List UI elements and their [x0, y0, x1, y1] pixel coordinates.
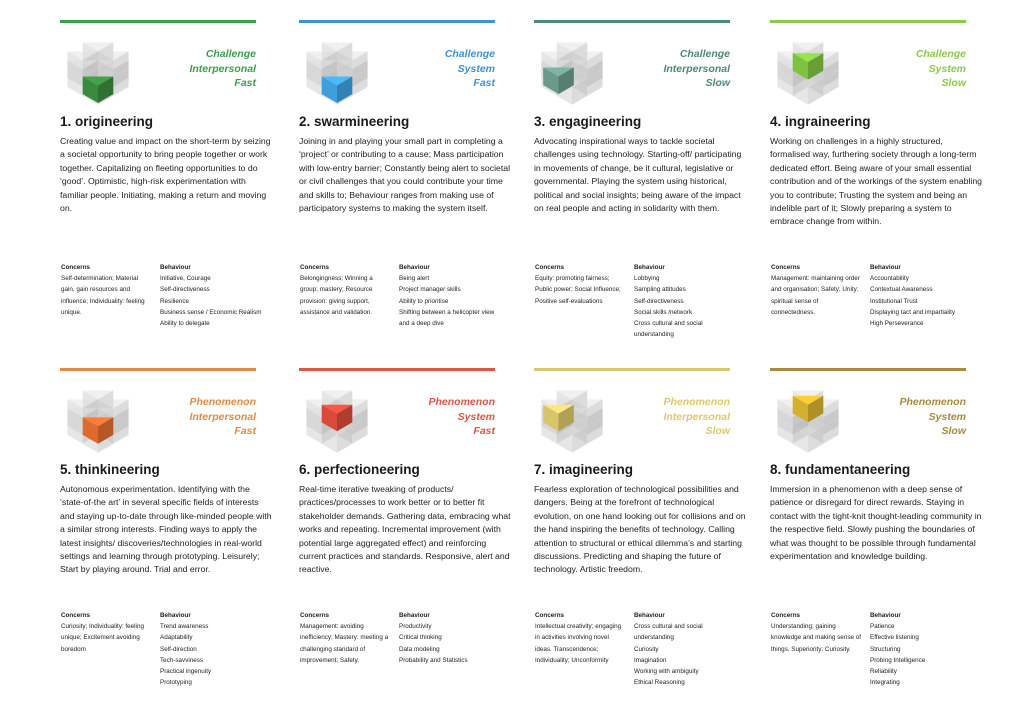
concerns-text: Management: maintaining order and organisation; Safety; Unity: spiritual sense of connectedness.	[771, 275, 860, 316]
category-tags	[663, 47, 730, 91]
category-tag: Slow	[705, 77, 730, 89]
behaviour-heading: Behaviour	[160, 612, 191, 619]
cube-icon	[537, 383, 607, 455]
concerns-block	[61, 610, 153, 655]
category-tag: Fast	[234, 77, 256, 89]
concerns-text: Management: avoiding inefficiency; Mastery: meeting a challenging standard of improvement; Safety.	[300, 623, 389, 664]
concerns-text: Belongingness; Winning a group; mastery; Resource provision: giving support, assistance and validation.	[300, 275, 373, 316]
color-rule	[60, 368, 256, 371]
card-description: Immersion in a phenomenon with a deep sense of patience or disregard for direct rewards. Staying in contact with the tight-knit thought-leading community in the respective field. Slowly pushing the boundaries of what was thought to be possible through fundamental experimentation and knowledge building.	[770, 484, 982, 562]
behaviour-block	[160, 262, 266, 329]
category-tags	[445, 47, 495, 91]
concerns-block	[300, 262, 392, 318]
card-description: Joining in and playing your small part in completing a ‘project’ or contributing to a cause; Mass participation with low-entry barrier; Constantly being alert to societal or civil challenges that you could contribute your time and skills to; Behaviour ranges from making use of participatory systems to making the system itself.	[299, 136, 511, 214]
concerns-heading: Concerns	[771, 264, 801, 271]
category-tags	[916, 47, 966, 91]
cube-icon	[302, 383, 372, 455]
concerns-text: Self-determination; Material gain, gain resources and influence; Individuality: feeling unique.	[61, 275, 145, 316]
concerns-text: Curiosity; Individuality: feeling unique; Excitement avoiding boredom	[61, 623, 144, 653]
concerns-block	[771, 610, 863, 655]
cube-icon	[773, 383, 843, 455]
behaviour-text: Cross cultural and social understanding Curiosity Imagination Working with ambiguity Ethical Reasoning	[634, 623, 703, 687]
category-tag: System	[928, 62, 966, 75]
card-title: 1. origineering	[60, 114, 154, 129]
category-tags	[189, 47, 256, 91]
card-description: Advocating inspirational ways to tackle societal challenges using technology. Starting-off/ participating in movements of change, be it cultural, legislative or governmental. Playing the system using historical, political and social insights; being aware of the impact on real people and acting in solidarity with them.	[534, 136, 742, 214]
behaviour-heading: Behaviour	[870, 612, 901, 619]
concerns-text: Understanding; gaining knowledge and making sense of things. Superiority; Curiosity.	[771, 623, 861, 653]
concerns-heading: Concerns	[535, 264, 565, 271]
category-tag: Fast	[234, 425, 256, 437]
category-tag: System	[457, 410, 495, 423]
behaviour-block	[399, 262, 505, 329]
behaviour-text: Being alert Project manager skills Ability to prioritise Shifting between a helicopter view and a deep dive	[399, 275, 495, 328]
cube-icon	[537, 35, 607, 107]
behaviour-block	[634, 262, 740, 340]
color-rule	[534, 20, 730, 23]
concerns-heading: Concerns	[535, 612, 565, 619]
concerns-text: Equity: promoting fairness; Public power; Social Influence; Positive self-evaluations	[535, 275, 621, 305]
card-title: 8. fundamentaneering	[770, 462, 911, 477]
category-tag: Slow	[941, 77, 966, 89]
category-tag: Slow	[705, 425, 730, 437]
category-tag: Challenge	[444, 48, 495, 60]
category-tags	[428, 395, 495, 439]
behaviour-text: Accountability Contextual Awareness Institutional Trust Displaying tact and impartiality High Perseverance	[870, 275, 956, 328]
behaviour-heading: Behaviour	[634, 612, 665, 619]
cube-icon	[63, 35, 133, 107]
card-title: 2. swarmineering	[299, 114, 410, 129]
category-tag: Interpersonal	[663, 410, 730, 423]
category-tags	[899, 395, 966, 439]
behaviour-heading: Behaviour	[634, 264, 665, 271]
category-tag: Challenge	[205, 48, 256, 60]
behaviour-block	[399, 610, 505, 666]
card-description: Real-time iterative tweaking of products/ practices/processes to work better or to better fit stakeholder demands. Gathering data, embracing what works and repeating. Incremental improvement (with potential large aggregated effect) and reinforcing current practices and standards. Responsive, alert and reactive.	[299, 484, 511, 575]
category-tag: System	[457, 62, 495, 75]
concerns-block	[300, 610, 392, 666]
concerns-heading: Concerns	[300, 264, 330, 271]
card-description: Autonomous experimentation. Identifying with the ‘state-of-the art’ in several specific fields of interests and staying up-to-date through like-minded people with a similar strong interests. Finding ways to apply the latest insights/ discoveries/technologies in real-world settings and learning through prototyping. Leisurely; Start by playing around. Trial and error.	[60, 484, 272, 575]
cube-icon	[773, 35, 843, 107]
category-tag: Fast	[473, 77, 495, 89]
category-tag: Slow	[941, 425, 966, 437]
behaviour-text: Productivity Critical thinking Data modeling Probability and Statistics	[399, 623, 468, 664]
concerns-heading: Concerns	[771, 612, 801, 619]
concerns-heading: Concerns	[61, 612, 91, 619]
concerns-heading: Concerns	[61, 264, 91, 271]
behaviour-heading: Behaviour	[399, 612, 430, 619]
behaviour-heading: Behaviour	[399, 264, 430, 271]
category-tag: Phenomenon	[189, 396, 256, 408]
behaviour-text: Trend awareness Adaptability Self-direction Tech-savviness Practical ingenuity Prototyping	[160, 623, 212, 687]
category-tag: Phenomenon	[663, 396, 730, 408]
category-tags	[189, 395, 256, 439]
behaviour-text: Patience Effective listening Structuring Probing Intelligence Reliability Integrating	[870, 623, 926, 687]
category-tag: Interpersonal	[189, 62, 256, 75]
behaviour-heading: Behaviour	[870, 264, 901, 271]
card-title: 5. thinkineering	[60, 462, 160, 477]
color-rule	[770, 20, 966, 23]
category-tag: Phenomenon	[899, 396, 966, 408]
behaviour-block	[634, 610, 740, 688]
behaviour-block	[160, 610, 266, 688]
category-tag: Challenge	[915, 48, 966, 60]
category-tag: Interpersonal	[663, 62, 730, 75]
card-description: Fearless exploration of technological possibilities and dangers. Being at the forefront of technological evolution, on one hand looking out for collisions and on the hand inspiring the benefits of technology. Calling attention to structural or ethical dilemma’s and starting discussions. Predicting and shaping the future of technology. Artistic freedom.	[534, 484, 746, 575]
behaviour-block	[870, 262, 976, 329]
concerns-block	[61, 262, 153, 318]
behaviour-heading: Behaviour	[160, 264, 191, 271]
cube-icon	[302, 35, 372, 107]
card-title: 4. ingraineering	[770, 114, 871, 129]
category-tag: Phenomenon	[428, 396, 495, 408]
cube-icon	[63, 383, 133, 455]
behaviour-text: Initiative, Courage Self-directiveness Resilience Business sense / Economic Realism Ability to delegate	[160, 275, 262, 328]
color-rule	[534, 368, 730, 371]
category-tag: System	[928, 410, 966, 423]
concerns-block	[771, 262, 863, 318]
color-rule	[299, 20, 495, 23]
card-title: 6. perfectioneering	[299, 462, 420, 477]
category-tag: Fast	[473, 425, 495, 437]
behaviour-text: Lobbying Sampling attitudes Self-directiveness Social skills /network Cross cultural and social understanding	[634, 275, 703, 339]
color-rule	[60, 20, 256, 23]
color-rule	[770, 368, 966, 371]
category-tag: Challenge	[679, 48, 730, 60]
color-rule	[299, 368, 495, 371]
card-title: 7. imagineering	[534, 462, 634, 477]
concerns-block	[535, 610, 627, 666]
behaviour-block	[870, 610, 976, 688]
category-tag: Interpersonal	[189, 410, 256, 423]
category-tags	[663, 395, 730, 439]
card-title: 3. engagineering	[534, 114, 642, 129]
concerns-block	[535, 262, 627, 307]
concerns-heading: Concerns	[300, 612, 330, 619]
card-description: Working on challenges in a highly structured, formalised way, furthering society through a long-term dedicated effort. Being aware of your small essential contribution and of the workings of the system enabling you to contribute; Trusting the system and being an indelible part of it; Slowly preparing a system to embrace change from within.	[770, 136, 983, 227]
concerns-text: Intellectual creativity; engaging in activities involving novel ideas. Transcendence; Individuality; Unconformity	[535, 623, 622, 664]
card-description: Creating value and impact on the short-term by seizing a societal opportunity to bring people together or work together. Capitalizing on fleeting opportunities to do ‘good’. Optimistic, high-risk experimentation with familiar people. Initiating, making a return and moving on.	[60, 136, 271, 214]
